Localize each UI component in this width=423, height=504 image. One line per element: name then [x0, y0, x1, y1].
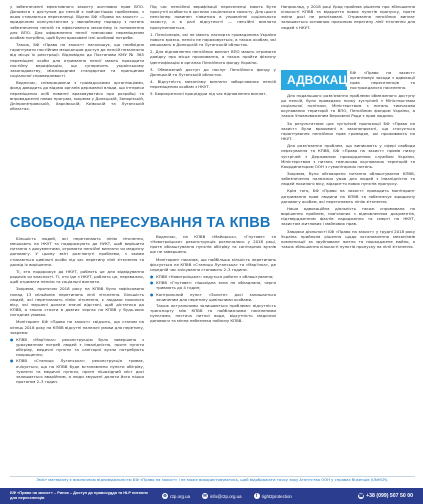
left-paragraph: Більшість людей, які перетинають лінію зіткнення, мешкають на НКУТ та подорожують до НУКТ, щоб вирішити питання з документами, отримати пенсійні виплати чи медичну допомогу. У цьому звіті розглянуті проблеми, з якими стикаються цивільні особи під час перетину лінії зіткнення та досвід їх вирішення. [10, 236, 144, 267]
advocacy-header [281, 70, 415, 93]
footer-bar [0, 488, 423, 504]
mid-paragraph: Під час пенсійної верифікації переселенці мають бути присутні особисто в органах соціального захисту. Для цього пенсіонер повинен з'явитися в управлінні соціального захисту, а в разі відсутності — пенсійні виплати призупиняються. [150, 4, 276, 30]
globe-icon: ⊕ [163, 493, 167, 498]
mid-paragraph: 2. Для відновлення пенсійних виплат ВПО мають отримати довідку про місце проживання, а також пройти фізичну ідентифікацію в органах Пенсійного фонду України. [150, 49, 276, 65]
right-paragraph: Крім того, БФ «Право на захист» проводить моніторинг дотримання прав людини на КПВВ та забезпечує юридичну допомогу особам, які перетинають лінію зіткнення. [281, 188, 415, 204]
phone-icon: ☎ [358, 493, 364, 498]
mid-paragraph: 3. Обмежений доступ до послуг Пенсійного фонду у Донецькій та Луганській областях. [150, 66, 276, 77]
mid-paragraph: 5. Бюрократичні процедури під час відновлення виплат. [150, 91, 267, 97]
bullet-icon: ● [150, 291, 154, 297]
footer-email[interactable] [202, 493, 242, 499]
mid-paragraph: 4. Відсутність механізму виплати заборгованих пенсій переміщеним особам з НКУТ. [150, 79, 276, 90]
footer-facebook[interactable] [254, 493, 292, 499]
right-paragraph: Наша адвокаційна діяльність також спрямована на вирішення проблем, пов'язаних з відновленням документів, підтвердженням фактів народження та смерті на НКУТ, захистом житлових і майнових прав. [281, 205, 415, 227]
mid-paragraph: Моніторинг показав, що найбільша кількість перетинань фіксується на КПВВ «Станиця Луганська» та «Мар'їнка», де середній час очікування становить 2–3 години. [150, 256, 276, 272]
footer-web-text[interactable]: r2p.org.ua [170, 493, 191, 499]
left-column [10, 4, 144, 113]
right-paragraph: За результатами цих зустрічей пропозиції БФ «Право на захист» були враховані в законопроєкті, що стосується гарантування пенсійних прав громадян, які проживають на НКУТ. [281, 120, 415, 142]
bullet-icon: ● [150, 274, 154, 280]
right-paragraph: Наприклад, у 2018 році Уряд прийняв рішення про збільшення кількості КПВВ та відкриття нових пунктів пропуску, проте зміни досі не реалізовані. Отримання пенсійних виплат залишається основною причиною перетину лінії зіткнення для людей з НКУТ. [281, 4, 415, 30]
section-title-advocacy: АДВОКАЦІЯ [281, 70, 347, 90]
right-paragraph: Завдяки діяльності БФ «Право на захист» у грудні 2018 року Україна прийняла рішення щодо встановлення механізмів компенсації за зруйноване житло та пошкоджене майно, а також збільшення кількості пунктів пропуску на лінії зіткнення. [281, 228, 415, 249]
advocacy-lead: БФ «Право на захист» організовує заходи з адвокації прав переселенців та постраждалого населення. [350, 69, 415, 91]
footer-phone-text[interactable]: +38 (099) 507 50 00 [366, 493, 413, 499]
list-item [150, 292, 276, 302]
mid-paragraph: Водночас, на КПВВ «Майорськ», «Гнутове» та «Новотроїцьке» реконструкція розпочалась у 2018 році, проте облаштування пунктів обігріву та санітарних вузлів ще не завершено. [150, 234, 276, 255]
bullet-text: КПВВ «Мар'їнка»: реконструкцію було завершено з урахуванням потреб людей з інвалідністю, проте пункти обігріву, медичні пункти та санітарні вузли потребують покращення; [16, 336, 144, 358]
list-item [150, 274, 276, 279]
facebook-icon: f [254, 493, 260, 499]
left-paragraph: Ті, хто подорожує до НКУТ, роблять це для відвідування родичів чи власності. Ті, хто їде з НКУТ, роблять це, переважно, щоб отримати пенсію та соціальні виплати. [10, 268, 144, 285]
footer-web[interactable] [162, 493, 190, 499]
bullet-icon: ● [150, 280, 154, 286]
right-paragraph: Для подальшого розв'язання проблеми обмеженого доступу до пенсій, було проведено низку зустрічей з Міністерством соціальної політики, Міністерством з питань тимчасово окупованих територій та ВПО, Пенсійним фондом України, а також Уповноваженим Верховної Ради з прав людини. [281, 92, 415, 119]
bullet-text: КПВВ «Станиця Луганська»: реконструкція триває, очікується, що на КПВВ буде встановлено пункти обігріву, туалети та медичні пункти, проте пішохідний міст досі залишається аварійним, а люди змушені долати його пішки протягом 2–3 годин. [16, 358, 144, 385]
left-paragraph: Водночас, співпрацюючи з громадськими організаціями, фонд доводить до відома органів державної влади, що інтереси переміщених осіб повинні враховуватися при розробці та впровадженні нових програм, зокрема у Донецькій, Запорізькій, Дніпропетровській, Харківській, Київській та Луганській областях. [10, 80, 144, 111]
list-item [10, 358, 144, 384]
disclaimer-note: Зміст матеріалу є виключною відповідальністю БФ «Право на захист» і не може використовуватись, щоб відображати точку зору Агентства ООН у справах біженців (UNHCR). [10, 476, 415, 486]
bullet-icon: ● [10, 336, 14, 342]
right-paragraph: Зокрема, було обговорено питання облаштування КПВВ, забезпечення належних умов для людей з інвалідністю та людей похилого віку, відкриття нових пунктів пропуску. [281, 170, 415, 187]
left-column-bottom [10, 236, 144, 385]
left-paragraph: Зокрема, протягом 2018 року на КПВВ було зафіксовано понад 13 мільйонів перетинань лінії зіткнення. Більшість людей, які перетинають лінію зіткнення, є людьми похилого віку, які змушені долати значні відстані, щоб дістатися до КПВВ, а також стояти в довгих чергах на КПВВ у будь-яких погодних умовах. [10, 286, 144, 318]
middle-column [150, 4, 276, 99]
footer-email-text[interactable]: info@r2p.org.ua [210, 493, 242, 499]
left-paragraph: Також, БФ «Право на захист» наголошує, що необхідно гарантувати постійним мешканцям доступ до пенсій незалежно від місця їх реєстрації. Відповідно до Постанови КМУ № 365 переміщені особи для отримання пенсії мають проходити постійну верифікацію, що суперечить українському законодавству, міжнародним стандартам та принципам соціальної справедливості. [10, 42, 144, 79]
mid-paragraph: Також актуальними залишаються проблеми: відсутність транспорту між КПВВ та найближчими населеними пунктами, нестача питної води, відсутність медичної допомоги та мінна небезпека поблизу КПВВ. [150, 302, 276, 324]
mid-paragraph: 1. Пенсіонерів, які не мають паспорта громадянина України нового зразка, пенсія не нараховується, а також особам, які мешкають в Донецькій та Луганській областях. [150, 31, 276, 48]
list-item [150, 280, 276, 290]
left-paragraph: Моніторинг БФ «Право на захист» свідчить, що станом на кінець 2018 року на КПВВ відсутні належні умови для перетину, зокрема: [10, 319, 144, 335]
bullet-text: КПВВ «Новотроїцьке»: ведуться роботи з облаштування; [156, 274, 274, 280]
left-paragraph: у забезпеченні ефективного захисту житлових прав ВПО. Допомога з доступом до пенсій є найчастішою проблемою, з якою стикаються переселенці. Відтак БФ «Право на захист» — юридичним консультантом у звичайному порядку з питань забезпечення пенсій та ефективного механізму їх поновлення для ВПО. Для оформлення пенсії тимчасово переміщеним особам потрібно, щоб були враховані їхні особливі потреби. [10, 4, 144, 40]
list-item [10, 337, 144, 358]
section-title-freedom-of-movement: СВОБОДА ПЕРЕСУВАННЯ ТА КПВВ [10, 215, 271, 231]
bullet-text: Контрольний пункт «Золоте» досі залишається зачиненим для перетину цивільними особами. [156, 291, 276, 302]
right-column [281, 4, 415, 251]
right-paragraph: Для розв'язання проблем, що виникають у сфері свободи пересування та КПВВ, БФ «Право на захист» провів низку зустрічей з Державною прикордонною службою України, Міністерством з питань тимчасово окупованих територій та Координатором ООН з гуманітарних питань. [281, 143, 415, 169]
middle-column-bottom [150, 234, 276, 326]
footer-facebook-text[interactable]: right2protection [261, 493, 292, 499]
mail-icon: ✉ [203, 493, 207, 498]
footer-org: БФ «Право на захист» – Ринок – Доступ до правосуддя та HLP питання для переселенців [10, 490, 148, 500]
bullet-text: КПВВ «Гнутове»: пішохідна зона не обладнана, черги тривають до 4 годин; [156, 280, 276, 291]
bullet-icon: ● [10, 358, 14, 364]
footer-phone[interactable] [358, 493, 413, 499]
